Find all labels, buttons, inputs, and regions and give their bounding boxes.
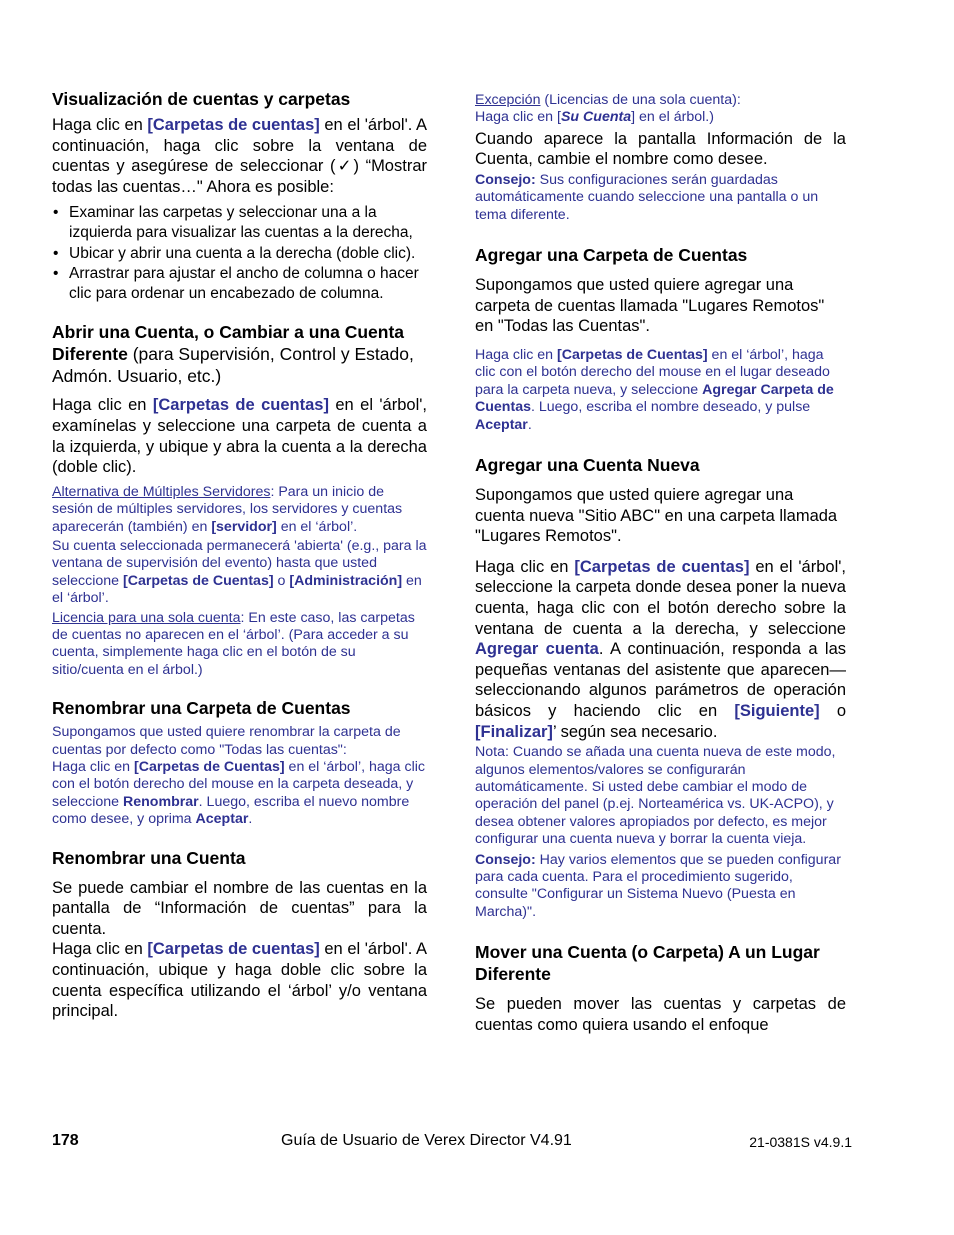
keyword-carpetas-de-cuentas: [Carpetas de cuentas] [152, 396, 329, 415]
footer-title: Guía de Usuario de Verex Director V4.91 [281, 1132, 572, 1149]
note-renombrar-carpeta-intro: Supongamos que usted quiere renombrar la carpeta de cuentas por defecto como "Todas las cuentas": [52, 724, 401, 758]
document-code: 21-0381S v4.9.1 [749, 1134, 852, 1150]
heading-abrir-cuenta: Abrir una Cuenta, o Cambiar a una Cuenta Diferente (para Supervisión, Control y Estado, Admón. Usuario, etc.) [52, 322, 414, 387]
note-nueva-cuenta: Nota: Cuando se añada una cuenta nueva de este modo, algunos elementos/valores se configurarán automáticamente. Si usted debe cambiar el modo de operación del panel (p.ej. Norteamérica vs. UK-ACPO), y desea obtener valores apropiados por defecto, es mejor configurar una cuenta nueva y borrar la cuenta vieja. [475, 744, 836, 848]
paragraph-mover-cuenta: Se pueden mover las cuentas y carpetas de cuentas como quiera usando el enfoque [475, 995, 846, 1034]
heading-visualizacion: Visualización de cuentas y carpetas [52, 89, 351, 109]
heading-agregar-cuenta: Agregar una Cuenta Nueva [475, 455, 700, 476]
keyword-carpetas-de-cuentas: [Carpetas de cuentas] [147, 940, 320, 959]
tip-elementos: Consejo: Hay varios elementos que se pueden configurar para cada cuenta. Para el procedimiento sugerido, consulte "Configurar un Sistema Nuevo (Puesta en Marcha)". [475, 851, 841, 920]
paragraph-agregar-carpeta: Supongamos que usted quiere agregar una carpeta de cuentas llamada "Lugares Remotos" en "Todas las Cuentas". [475, 276, 825, 336]
heading-renombrar-carpeta: Renombrar una Carpeta de Cuentas [52, 698, 351, 719]
paragraph-agregar-cuenta-2: Haga clic en [Carpetas de cuentas] en el 'árbol', seleccione la carpeta donde desea poner la nueva cuenta, haga clic con el botón derecho sobre la ventana de cuenta a la derecha, y seleccione Agregar cuenta. A continuación, responda a las pequeñas ventanas del asistente que aparecen—seleccionando algunos parámetros de operación básicos y haciendo clic en [Siguiente] o [Finalizar]’ según sea necesario. [475, 557, 847, 741]
heading-renombrar-cuenta: Renombrar una Cuenta [52, 847, 246, 868]
left-column [52, 88, 427, 1028]
paragraph-agregar-cuenta-1: Supongamos que usted quiere agregar una cuenta nueva "Sitio ABC" en una carpeta llamada "Lugares Remotos". [475, 486, 838, 546]
keyword-carpetas-de-cuentas: [Carpetas de cuentas] [574, 557, 750, 576]
paragraph-abrir-cuenta: Haga clic en [Carpetas de cuentas] en el 'árbol', examínelas y seleccione una carpeta de cuenta a la izquierda, y ubique y abra la cuenta a la derecha (doble clic). [52, 396, 427, 477]
page-footer [52, 1130, 852, 1152]
paragraph-renombrar-cuenta-1: Se puede cambiar el nombre de las cuentas en la pantalla de “Información de cuentas” para la cuenta. [52, 878, 427, 938]
keyword-siguiente: [Siguiente] [734, 701, 820, 720]
note-multiples-servidores: Alternativa de Múltiples Servidores: Para un inicio de sesión de múltiples servidores, los servidores y cuentas aparecerán (también) en [servidor] en el ‘árbol’. [52, 483, 403, 535]
tip-configuraciones: Consejo: Sus configuraciones serán guardadas automáticamente cuando seleccione una pantalla o un tema diferente. [475, 172, 819, 223]
paragraph-cambie-nombre: Cuando aparece la pantalla Información de la Cuenta, cambie el nombre como desee. [475, 129, 846, 169]
note-su-cuenta: Haga clic en [Su Cuenta] en el árbol.) [475, 109, 714, 126]
keyword-finalizar: [Finalizar] [475, 722, 553, 741]
list-item: • Arrastrar para ajustar el ancho de columna o hacer clic para ordenar un encabezado de columna. [52, 264, 427, 303]
note-renombrar-carpeta-pasos: Haga clic en [Carpetas de Cuentas] en el ‘árbol’, haga clic con el botón derecho del mouse en la carpeta deseada, y seleccione Renombrar. Luego, escriba el nuevo nombre como desee, y oprima Aceptar. [52, 759, 425, 828]
heading-mover-cuenta: Mover una Cuenta (o Carpeta) A un Lugar Diferente [475, 942, 820, 985]
note-cuenta-abierta: Su cuenta seleccionada permanecerá 'abierta' (e.g., para la ventana de supervisión del evento) hasta que usted seleccione [Carpetas de Cuentas] o [Administración] en el ‘árbol’. [52, 537, 427, 607]
paragraph-visualizacion: Haga clic en [Carpetas de cuentas] en el 'árbol'. A continuación, haga clic sobre la ventana de cuentas y asegúrese de seleccionar (✓) “Mostrar todas las cuentas…" Ahora es posible: [52, 116, 428, 196]
paragraph-renombrar-cuenta-2: Haga clic en [Carpetas de cuentas] en el 'árbol'. A continuación, ubique y haga doble clic sobre la cuenta específica utilizando el ‘árbol’ y/o ventana principal. [52, 940, 428, 1021]
page-number: 178 [52, 1132, 79, 1149]
list-item: • Ubicar y abrir una cuenta a la derecha (doble clic). [52, 244, 427, 264]
bullet-list [52, 203, 427, 303]
note-licencia-sola-cuenta: Licencia para una sola cuenta: En este caso, las carpetas de cuentas no aparecen en el ‘árbol’. (Para acceder a su cuenta, simplemente haga clic en el botón de su sitio/cuenta en el árbol.) [52, 609, 415, 678]
note-agregar-carpeta-pasos: Haga clic en [Carpetas de Cuentas] en el ‘árbol’, haga clic con el botón derecho del mouse en el lugar deseado para la carpeta nueva, y seleccione Agregar Carpeta de Cuentas. Luego, escriba el nombre deseado, y pulse Aceptar. [475, 347, 834, 433]
list-item: • Examinar las carpetas y seleccionar una a la izquierda para visualizar las cuentas a la derecha, [52, 203, 427, 242]
note-excepcion: Excepción (Licencias de una sola cuenta): [475, 92, 741, 108]
heading-agregar-carpeta: Agregar una Carpeta de Cuentas [475, 245, 748, 266]
right-column [475, 92, 846, 1041]
keyword-carpetas-de-cuentas: [Carpetas de cuentas] [147, 116, 320, 134]
keyword-agregar-cuenta: Agregar cuenta [475, 640, 599, 659]
